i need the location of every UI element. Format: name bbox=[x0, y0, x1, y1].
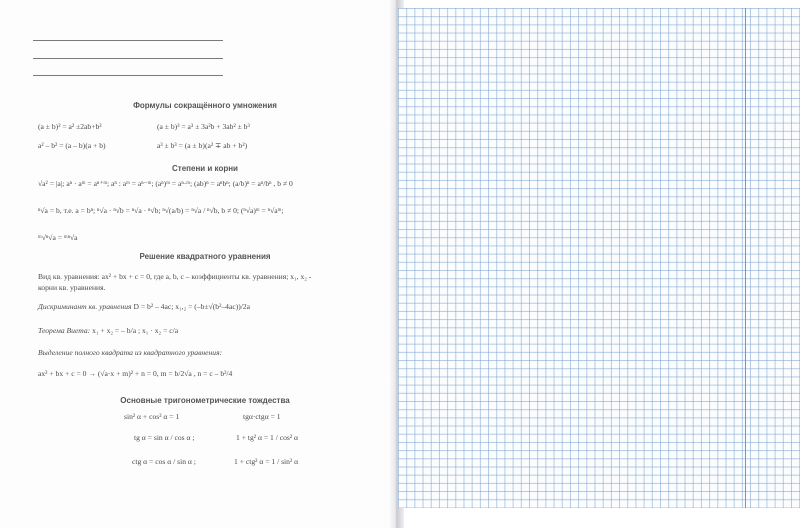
formula: tg α = sin α / cos α ; bbox=[134, 433, 195, 442]
section-title-powers-roots: Степени и корни bbox=[172, 164, 238, 173]
formula-label: Выделение полного квадрата из квадратного уравнения: bbox=[38, 348, 223, 357]
write-line bbox=[33, 58, 223, 59]
formula: a² – b² = (a – b)(a + b) bbox=[38, 141, 106, 150]
formula: (a ± b)³ = a³ ± 3a²b + 3ab² ± b³ bbox=[157, 122, 250, 131]
formula: a³ ± b³ = (a ± b)(a² ∓ ab + b²) bbox=[157, 141, 248, 150]
margin-line bbox=[745, 8, 746, 508]
formula: ⁿ√a = b, т.е. a = bⁿ; ⁿ√a · ⁿ√b = ⁿ√a · ⁿ√b; ⁿ√(a/b) = ⁿ√a / ⁿ√b, b ≠ 0; (ⁿ√a)ᵐ = ⁿ√aᵐ; bbox=[38, 206, 284, 215]
formula: корни кв. уравнения. bbox=[38, 283, 106, 292]
write-line bbox=[33, 40, 223, 41]
grid-page bbox=[398, 8, 800, 508]
formula: D = b² – 4ac; x₁,₂ = (–b±√(b²–4ac))/2a bbox=[133, 302, 251, 311]
formula: ᵐ√ⁿ√a = ᵐⁿ√a bbox=[38, 233, 78, 242]
formula: √a² = |a|; aⁿ · aᵐ = aⁿ⁺ᵐ; aⁿ : aᵐ = aⁿ⁻ᵐ; (aⁿ)ᵐ = aⁿ·ᵐ; (ab)ⁿ = aⁿbⁿ; (a/b)ⁿ = aⁿ/bⁿ , b ≠ 0 bbox=[38, 179, 293, 188]
formula-label: Теорема Виета: bbox=[38, 326, 91, 335]
section-title-abridged-multiplication: Формулы сокращённого умножения bbox=[133, 101, 277, 110]
formula: 1 + ctg² α = 1 / sin² α bbox=[234, 457, 299, 466]
formula-line bbox=[38, 326, 178, 335]
formula: Вид кв. уравнения: ax² + bx + c = 0, где a, b, c – коэффициенты кв. уравнения; x₁, x₂ - bbox=[38, 272, 312, 281]
formula-page bbox=[0, 0, 392, 528]
formula: 1 + tg² α = 1 / cos² α bbox=[236, 433, 298, 442]
formula: (a ± b)² = a² ±2ab+b² bbox=[38, 122, 102, 131]
formula: x₁ + x₂ = – b/a ; x₁ · x₂ = c/a bbox=[92, 326, 179, 335]
formula: sin² α + cos² α = 1 bbox=[124, 412, 180, 421]
write-line bbox=[33, 75, 223, 76]
formula: ax² + bx + c = 0 → (√a·x + m)² + n = 0, m = b/2√a , n = c – b²/4 bbox=[38, 369, 233, 378]
formula: tgα·ctgα = 1 bbox=[243, 412, 281, 421]
section-title-quadratic: Решение квадратного уравнения bbox=[139, 252, 271, 261]
formula: ctg α = cos α / sin α ; bbox=[132, 457, 196, 466]
formula-line bbox=[38, 302, 250, 311]
formula-label: Дискриминант кв. уравнения bbox=[38, 302, 132, 311]
section-title-trig: Основные тригонометрические тождества bbox=[120, 396, 290, 405]
